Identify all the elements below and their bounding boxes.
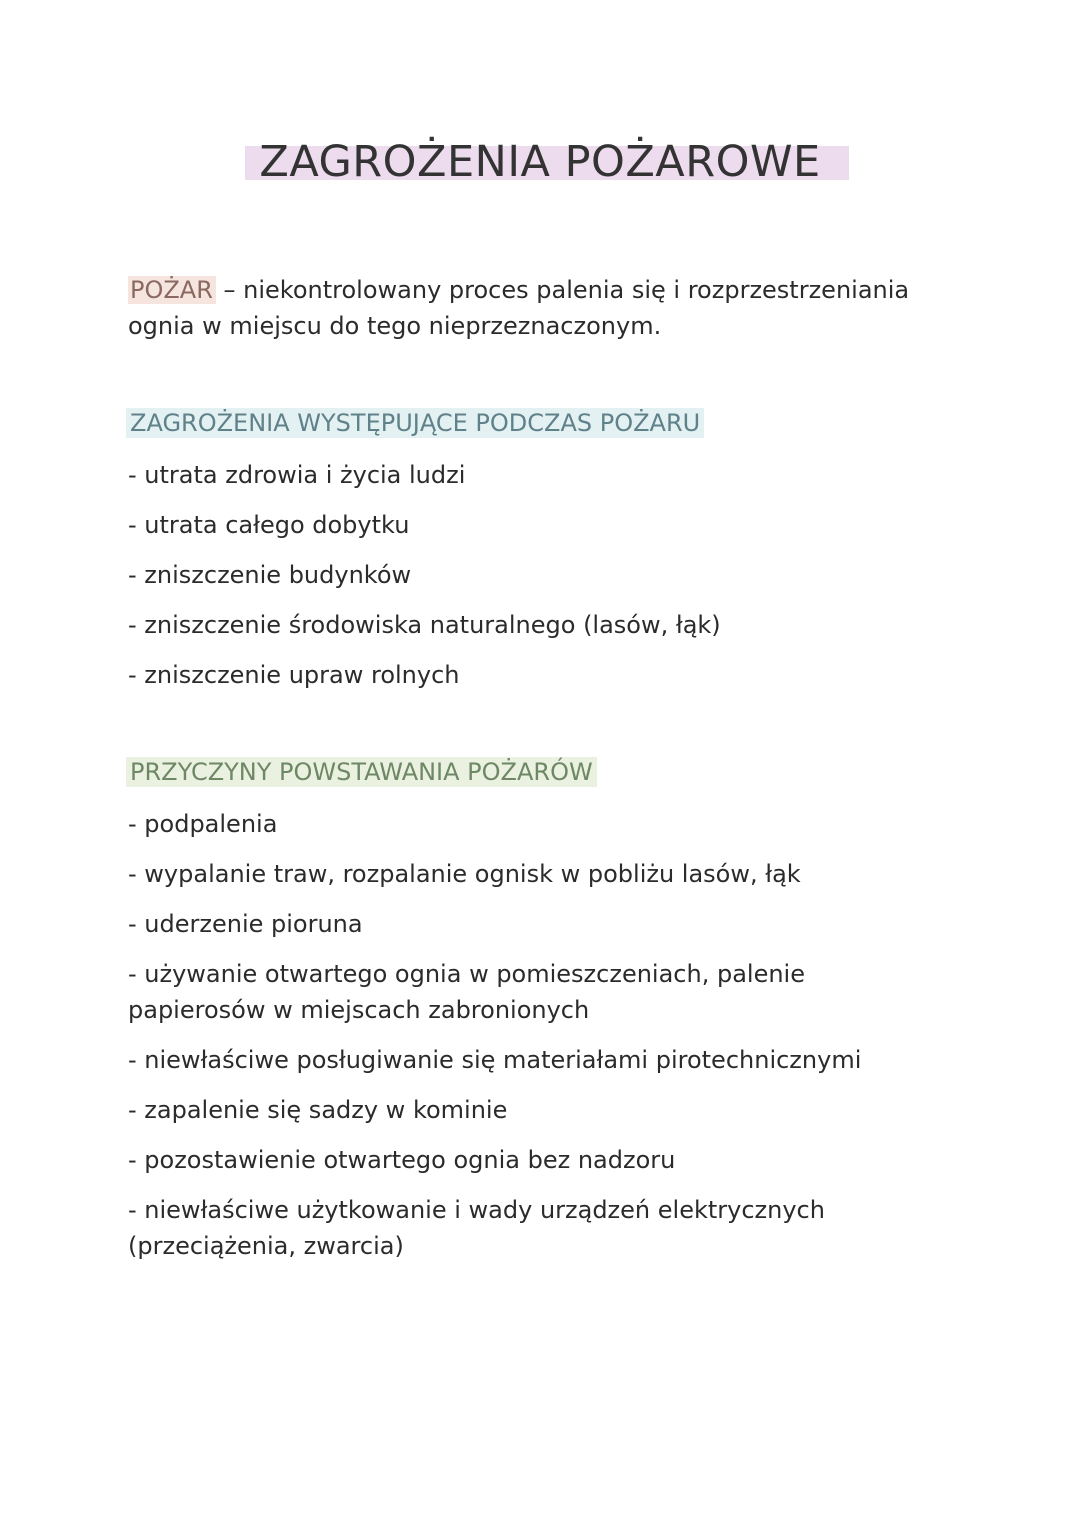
threats-heading: ZAGROŻENIA WYSTĘPUJĄCE PODCZAS POŻARU xyxy=(126,408,704,438)
threats-list xyxy=(128,457,948,707)
list-item: - niewłaściwe posługiwanie się materiałami pirotechnicznymi xyxy=(128,1046,862,1074)
list-item: - podpalenia xyxy=(128,810,278,838)
list-item: - utrata całego dobytku xyxy=(128,511,410,539)
list-item: - utrata zdrowia i życia ludzi xyxy=(128,461,466,489)
list-item: - wypalanie traw, rozpalanie ognisk w pobliżu lasów, łąk xyxy=(128,860,801,888)
definition-paragraph xyxy=(128,272,958,344)
causes-list xyxy=(128,806,948,1278)
page-title: ZAGROŻENIA POŻAROWE xyxy=(259,137,821,187)
list-item: - niewłaściwe użytkowanie i wady urządzeń elektrycznych (przeciążenia, zwarcia) xyxy=(128,1196,825,1260)
definition-text: – niekontrolowany proces palenia się i rozprzestrzeniania ognia w miejscu do tego nieprzeznaczonym. xyxy=(128,276,910,340)
definition-term: POŻAR xyxy=(128,276,216,304)
list-item: - uderzenie pioruna xyxy=(128,910,363,938)
causes-heading: PRZYCZYNY POWSTAWANIA POŻARÓW xyxy=(126,757,597,787)
list-item: - pozostawienie otwartego ognia bez nadzoru xyxy=(128,1146,676,1174)
list-item: - zniszczenie środowiska naturalnego (lasów, łąk) xyxy=(128,611,721,639)
list-item: - zapalenie się sadzy w kominie xyxy=(128,1096,508,1124)
title-block xyxy=(0,138,1080,186)
list-item: - zniszczenie budynków xyxy=(128,561,412,589)
list-item: - zniszczenie upraw rolnych xyxy=(128,661,460,689)
list-item: - używanie otwartego ognia w pomieszczeniach, palenie papierosów w miejscach zabronionych xyxy=(128,960,805,1024)
